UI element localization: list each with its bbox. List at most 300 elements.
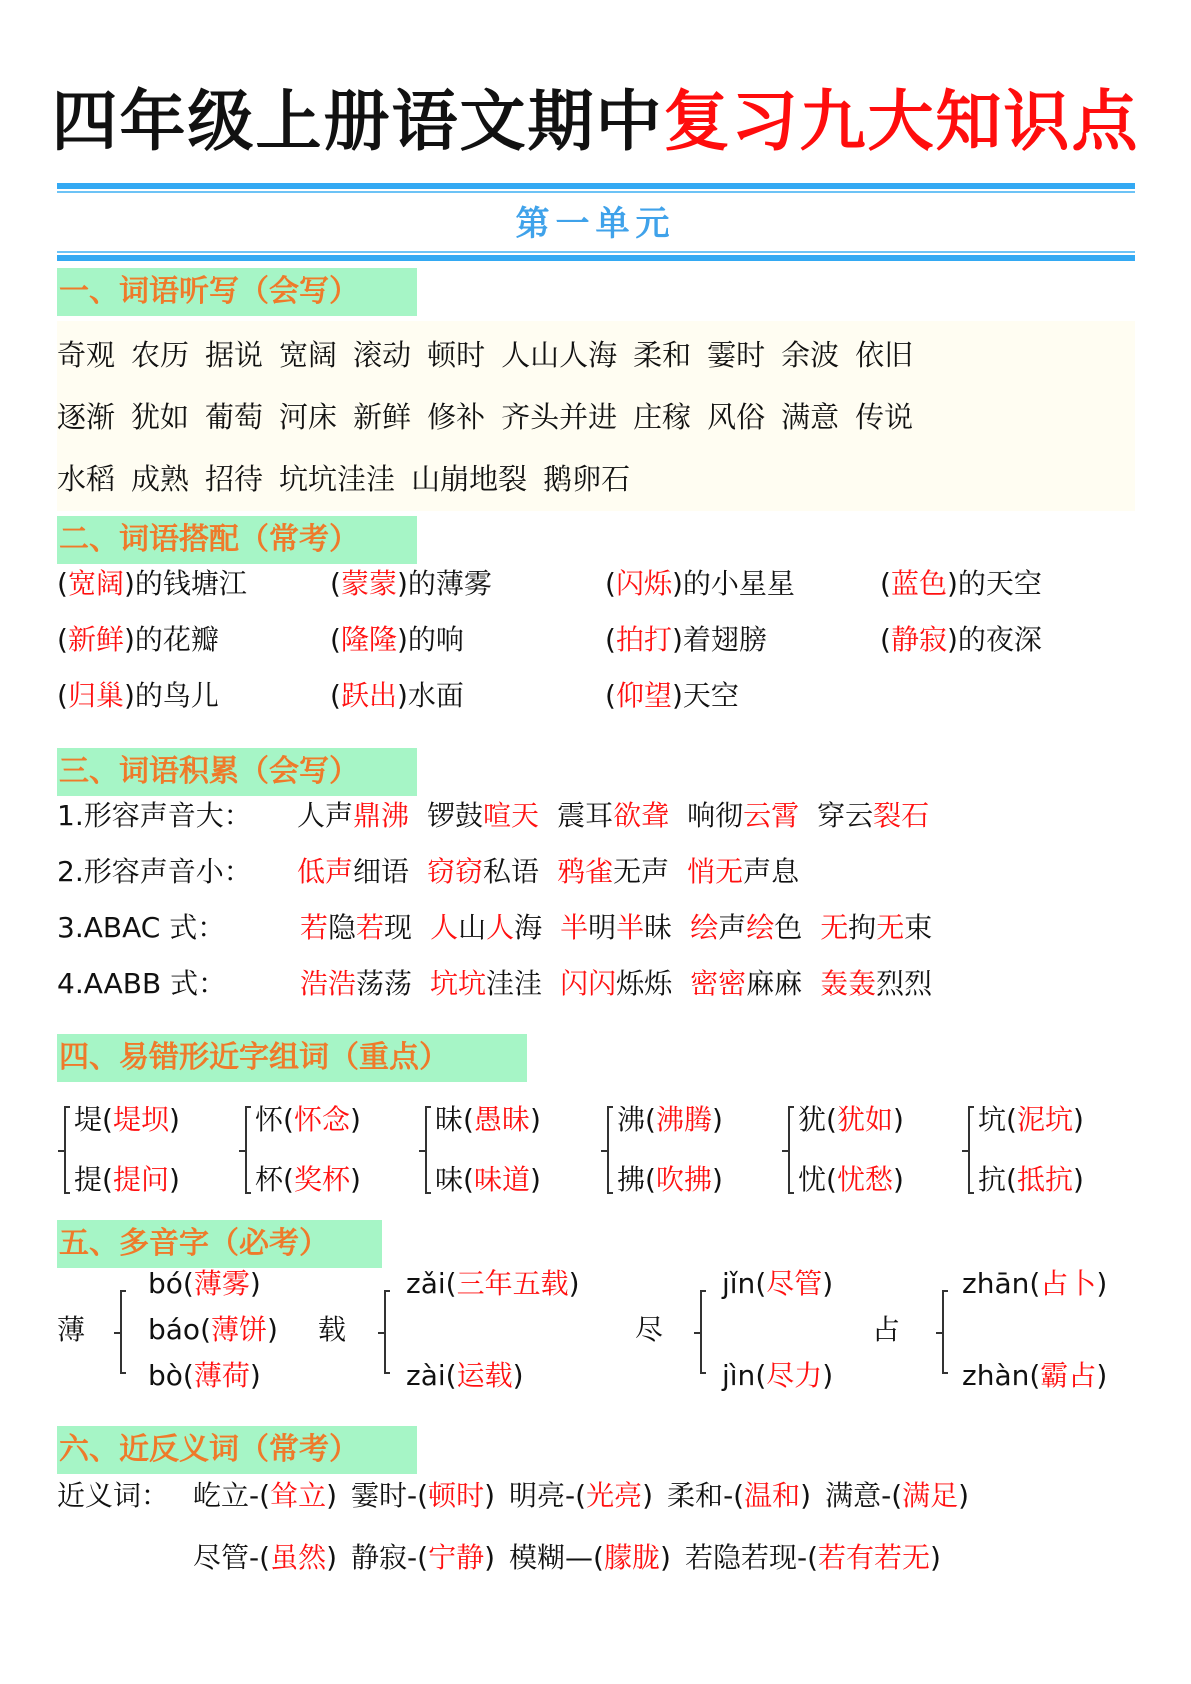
polyphone-char [635,1310,663,1350]
idiom-char: 拘 [848,911,877,944]
collocation-rest: 的花瓣 [134,623,219,656]
similar-char-item [798,1100,904,1140]
idiom-part: 密密 [690,967,747,1000]
idiom [430,967,542,1000]
similar-char-item [617,1100,723,1140]
similar-char-item [978,1100,1084,1140]
polyphone-reading [406,1356,524,1396]
synonym-answer: 虽然 [270,1541,327,1574]
paren: ) [671,679,683,712]
collocation-item [57,564,247,604]
example-word: 尽管 [766,1267,823,1300]
collocation-fill: 新鲜 [67,623,124,656]
paren: ) [512,1359,524,1392]
unit-title: 第一单元 [515,204,676,244]
accumulation-row [57,964,950,1004]
synonym-pair [351,1541,495,1574]
example-word: 薄荷 [193,1359,250,1392]
collocation-item [330,620,464,660]
paren: ( [605,567,616,600]
idiom-part: 悄无 [687,855,744,888]
similar-char-item [978,1160,1084,1200]
synonym-answer: 耸立 [270,1479,327,1512]
vocab-word: 新鲜 [353,400,412,434]
polyphone-char [318,1310,346,1350]
polyphone-char [872,1310,900,1350]
paren: ( [891,1479,903,1512]
synonym-sep: - [407,1541,418,1574]
idiom-part: 云霄 [743,799,800,832]
synonym-sep: - [723,1479,734,1512]
vocab-word: 据说 [205,338,264,372]
example-word: 提问 [112,1163,169,1196]
vocab-word: 满意 [781,400,840,434]
idiom-char: 若 [356,911,385,944]
idiom-part: 裂石 [873,799,930,832]
idiom-part: 穿云 [817,799,874,832]
paren: ( [259,1541,271,1574]
paren: ) [349,1103,361,1136]
synonym-label: 近义词： [57,1479,170,1512]
paren: ( [1029,1359,1041,1392]
collocation-fill: 拍打 [615,623,672,656]
base-char: 杯 [255,1163,284,1196]
paren: ( [182,1359,194,1392]
idiom [820,911,932,944]
example-word: 堤坝 [112,1103,169,1136]
idiom-char: 昧 [644,911,673,944]
polyphone-reading [722,1356,833,1396]
brace-tip [962,1150,968,1152]
collocation-fill: 蓝色 [890,567,947,600]
paren: ( [200,1313,211,1346]
idiom-char: 人 [486,911,515,944]
vocab-word: 农历 [131,338,190,372]
paren: ( [259,1479,271,1512]
section-2-heading: 二、词语搭配（常考） [57,516,417,564]
synonym-word: 霎时 [351,1479,408,1512]
vocab-word: 招待 [205,462,264,496]
polyphone-char-text: 薄 [57,1313,86,1346]
collocation-rest: 的响 [407,623,464,656]
synonym-pair [193,1479,337,1512]
paren: ( [826,1163,837,1196]
vocab-word: 顿时 [427,338,486,372]
vocab-word: 奇观 [57,338,116,372]
synonym-sep: - [881,1479,892,1512]
paren: ( [330,623,341,656]
idiom [690,967,802,1000]
idiom-part: 无声 [613,855,670,888]
synonym-answer: 若有若无 [818,1541,931,1574]
synonym-pair [667,1479,811,1512]
paren: ( [463,1103,474,1136]
paren: ( [330,567,341,600]
synonym-word: 若隐若现 [684,1541,797,1574]
idiom-part: 洼洼 [486,967,543,1000]
paren: ( [807,1541,818,1574]
similar-char-item [255,1160,361,1200]
synonym-answer: 顿时 [428,1479,485,1512]
paren: ) [660,1541,671,1574]
paren: ) [484,1541,496,1574]
base-char: 犹 [798,1103,827,1136]
collocation-item [605,676,739,716]
idiom-char: 无 [876,911,905,944]
idiom-char: 人 [430,911,459,944]
paren: ( [57,623,68,656]
paren: ) [711,1163,723,1196]
example-word: 怀念 [293,1103,350,1136]
idiom-char: 现 [384,911,413,944]
vocab-word: 余波 [781,338,840,372]
synonym-sep: - [249,1479,260,1512]
brace-icon [700,1290,708,1374]
paren: ) [396,623,408,656]
pinyin: zhàn [962,1359,1030,1392]
idiom-part: 麻麻 [746,967,803,1000]
idiom-part: 私语 [483,855,540,888]
paren: ) [642,1479,654,1512]
paren: ) [892,1103,904,1136]
vocab-word: 逐渐 [57,400,116,434]
vocab-word: 葡萄 [205,400,264,434]
example-word: 三年五载 [456,1267,569,1300]
example-word: 味道 [473,1163,530,1196]
example-word: 忧愁 [836,1163,893,1196]
accumulation-row [57,796,947,836]
base-char: 味 [435,1163,464,1196]
divider-bottom-thin [57,251,1135,253]
synonym-pair [509,1541,671,1574]
accumulation-label: 1.形容声音大： [57,799,252,832]
paren: ( [605,623,616,656]
paren: ( [755,1267,767,1300]
paren: ) [123,567,135,600]
paren: ( [417,1541,429,1574]
idiom-char: 束 [904,911,933,944]
idiom-char: 无 [820,911,849,944]
example-word: 运载 [456,1359,513,1392]
idiom [300,911,412,944]
section-1-vocab-box [57,321,1135,511]
paren: ( [645,1103,656,1136]
paren: ) [123,679,135,712]
pinyin: jǐn [722,1267,756,1300]
example-word: 占卜 [1040,1267,1097,1300]
divider-bottom [57,255,1135,261]
paren: ( [575,1479,587,1512]
vocab-line-1 [57,335,929,375]
collocation-rest: 的夜深 [957,623,1042,656]
vocab-word: 霎时 [707,338,766,372]
vocab-word: 柔和 [633,338,692,372]
idiom-part: 闪闪 [560,967,617,1000]
paren: ) [168,1163,180,1196]
section-6-heading: 六、近反义词（常考） [57,1426,417,1474]
divider-top [57,183,1135,189]
vocab-word: 修补 [427,400,486,434]
paren: ) [1096,1359,1108,1392]
idiom-part: 窃窃 [427,855,484,888]
similar-char-item [798,1160,904,1200]
paren: ( [1029,1267,1041,1300]
paren: ( [283,1103,294,1136]
vocab-word: 风俗 [707,400,766,434]
idiom-part: 坑坑 [430,967,487,1000]
paren: ( [1006,1103,1017,1136]
paren: ) [568,1267,580,1300]
polyphone-reading [722,1264,833,1304]
paren: ) [711,1103,723,1136]
collocation-item [330,676,464,716]
paren: ) [123,623,135,656]
paren: ( [182,1267,194,1300]
brace-icon [942,1290,950,1374]
paren: ) [267,1313,278,1346]
idiom-part: 鸦雀 [557,855,614,888]
vocab-word: 齐头并进 [501,400,618,434]
idiom-char: 声 [718,911,747,944]
idiom-char: 色 [774,911,803,944]
paren: ( [102,1103,113,1136]
section-5-heading: 五、多音字（必考） [57,1220,382,1268]
idiom-part: 震耳 [557,799,614,832]
paren: ( [1006,1163,1017,1196]
pinyin: zǎi [406,1267,446,1300]
polyphone-char-text: 尽 [635,1313,664,1346]
paren: ) [249,1267,261,1300]
paren: ) [326,1479,338,1512]
idiom-char: 明 [588,911,617,944]
paren: ) [396,679,408,712]
brace-icon [384,1290,392,1374]
collocation-fill: 仰望 [615,679,672,712]
brace-tip [694,1332,700,1334]
example-word: 尽力 [766,1359,823,1392]
collocation-rest: 的天空 [957,567,1042,600]
collocation-item [880,564,1042,604]
synonym-word: 尽管 [193,1541,250,1574]
synonym-answer: 光亮 [586,1479,643,1512]
base-char: 拂 [617,1163,646,1196]
idiom-part: 响彻 [687,799,744,832]
brace-tip [378,1332,384,1334]
synonym-pair [193,1541,337,1574]
collocation-fill: 隆隆 [340,623,397,656]
section-4-heading: 四、易错形近字组词（重点） [57,1034,527,1082]
example-word: 愚昧 [473,1103,530,1136]
idiom-part: 锣鼓 [427,799,484,832]
idiom-char: 海 [514,911,543,944]
accumulation-label: 3.ABAC 式： [57,911,226,944]
idiom-part: 轰轰 [820,967,877,1000]
base-char: 抗 [978,1163,1007,1196]
paren: ( [283,1163,294,1196]
pinyin: zhān [962,1267,1030,1300]
paren: ) [800,1479,812,1512]
vocab-word: 庄稼 [633,400,692,434]
synonym-word: 满意 [825,1479,882,1512]
idiom [557,855,669,888]
polyphone-reading [962,1356,1107,1396]
base-char: 怀 [255,1103,284,1136]
idiom-char: 半 [560,911,589,944]
idiom [687,855,799,888]
idiom [297,799,409,832]
paren: ) [396,567,408,600]
example-word: 霸占 [1040,1359,1097,1392]
vocab-word: 传说 [855,400,914,434]
idiom-char: 半 [616,911,645,944]
collocation-fill: 宽阔 [67,567,124,600]
paren: ( [826,1103,837,1136]
similar-char-item [74,1100,180,1140]
synonym-pair [825,1479,969,1512]
accumulation-row [57,852,817,892]
collocation-item [57,676,219,716]
collocation-item [57,620,219,660]
idiom-part: 浩浩 [300,967,357,1000]
paren: ) [484,1479,496,1512]
synonym-word: 柔和 [667,1479,724,1512]
base-char: 提 [74,1163,103,1196]
paren: ( [593,1541,604,1574]
brace-tip [419,1150,425,1152]
brace-tip [239,1150,245,1152]
collocation-fill: 蒙蒙 [340,567,397,600]
brace-icon [425,1106,433,1194]
idiom [560,911,672,944]
collocation-rest: 的钱塘江 [134,567,247,600]
base-char: 堤 [74,1103,103,1136]
polyphone-reading [406,1264,580,1304]
brace-tip [601,1150,607,1152]
synonym-sep: - [249,1541,260,1574]
synonym-word: 模糊 [509,1541,566,1574]
idiom-char: 绘 [746,911,775,944]
vocab-word: 成熟 [131,462,190,496]
collocation-fill: 跃出 [340,679,397,712]
example-word: 泥坑 [1016,1103,1073,1136]
similar-char-item [617,1160,723,1200]
similar-char-item [435,1160,541,1200]
paren: ( [445,1267,457,1300]
collocation-fill: 闪烁 [615,567,672,600]
collocation-rest: 的薄雾 [407,567,492,600]
vocab-word: 水稻 [57,462,116,496]
synonym-sep: - [407,1479,418,1512]
idiom [820,967,932,1000]
page-title [0,82,1191,162]
collocation-item [330,564,492,604]
accumulation-row [57,908,950,948]
example-word: 奖杯 [293,1163,350,1196]
paren: ( [57,567,68,600]
idiom [430,911,542,944]
idiom [427,799,539,832]
vocab-word: 犹如 [131,400,190,434]
pinyin: jìn [722,1359,756,1392]
polyphone-reading [148,1310,278,1350]
collocation-rest: 水面 [407,679,464,712]
paren: ( [645,1163,656,1196]
brace-icon [245,1106,253,1194]
idiom [300,967,412,1000]
synonym-pair [685,1541,941,1574]
example-word: 抵抗 [1016,1163,1073,1196]
idiom-part: 荡荡 [356,967,413,1000]
synonym-word: 明亮 [509,1479,566,1512]
idiom [817,799,929,832]
polyphone-char-text: 载 [318,1313,347,1346]
collocation-fill: 归巢 [67,679,124,712]
paren: ) [822,1359,834,1392]
brace-tip [936,1332,942,1334]
idiom-part: 烁烁 [616,967,673,1000]
synonym-sep: - [796,1541,808,1574]
example-word: 犹如 [836,1103,893,1136]
polyphone-char-text: 占 [872,1313,901,1346]
synonym-pair [509,1479,653,1512]
pinyin: báo [148,1313,201,1346]
paren: ( [880,623,891,656]
paren: ( [445,1359,457,1392]
idiom [557,799,669,832]
polyphone-char [57,1310,85,1350]
vocab-word: 滚动 [353,338,412,372]
idiom-part: 喧天 [483,799,540,832]
synonym-word: 屹立 [193,1479,250,1512]
paren: ) [1072,1103,1084,1136]
idiom-char: 绘 [690,911,719,944]
polyphone-reading [148,1264,261,1304]
idiom-part: 低声 [297,855,354,888]
polyphone-reading [962,1264,1107,1304]
accumulation-label: 4.AABB 式： [57,967,227,1000]
synonym-sep: - [565,1479,576,1512]
paren: ) [249,1359,261,1392]
paren: ( [102,1163,113,1196]
brace-icon [64,1106,72,1194]
vocab-word: 依旧 [855,338,914,372]
example-word: 吹拂 [655,1163,712,1196]
synonym-line [57,1538,955,1578]
collocation-rest: 的鸟儿 [134,679,219,712]
similar-char-item [435,1100,541,1140]
vocab-line-3 [57,459,646,499]
idiom [427,855,539,888]
synonym-answer: 宁静 [428,1541,485,1574]
base-char: 坑 [978,1103,1007,1136]
pinyin: bò [148,1359,183,1392]
synonym-line [57,1476,983,1516]
base-char: 忧 [798,1163,827,1196]
synonym-word: 静寂 [351,1541,408,1574]
vocab-word: 坑坑洼洼 [279,462,396,496]
idiom-part: 细语 [353,855,410,888]
paren: ( [880,567,891,600]
paren: ( [417,1479,429,1512]
title-black-part: 四年级上册语文期中 [51,83,664,160]
paren: ( [755,1359,767,1392]
similar-char-item [74,1160,180,1200]
example-word: 薄雾 [193,1267,250,1300]
similar-char-item [255,1100,361,1140]
collocation-rest: 的小星星 [682,567,795,600]
pinyin: zài [406,1359,446,1392]
idiom-char: 隐 [328,911,357,944]
